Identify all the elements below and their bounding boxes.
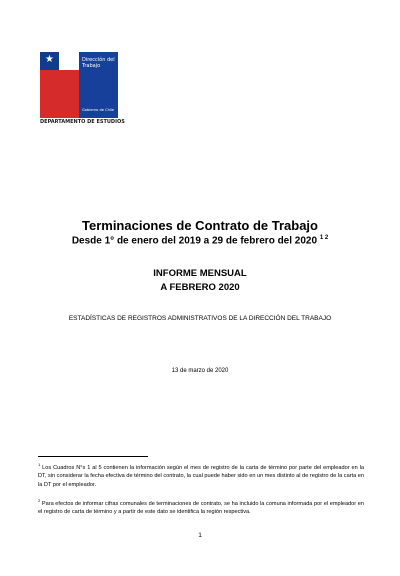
footnote-mark: 2 [38, 498, 41, 503]
footnote-mark: 1 [38, 462, 41, 467]
logo-government: Gobierno de Chile [82, 108, 115, 112]
report-heading: INFORME MENSUAL [153, 268, 247, 279]
report-period: A FEBRERO 2020 [160, 282, 240, 293]
document-date: 13 de marzo de 2020 [171, 368, 229, 374]
footnote-text: Para efectos de informar cifras comunales de terminaciones de contrato, se ha incluido la comuna informada por el empleador en el registro de carta de término y a partir de este dato se identifica la región respectiva. [38, 500, 364, 516]
logo-mark [40, 52, 118, 118]
department-label: DEPARTAMENTO DE ESTUDIOS [40, 119, 125, 125]
page-number: 1 [198, 532, 202, 539]
subtitle-footnote-marks: 1 2 [319, 235, 329, 241]
logo-title: Dirección del Trabajo [82, 57, 115, 69]
document-title: Terminaciones de Contrato de Trabajo [82, 218, 318, 233]
star-icon: ★ [45, 54, 54, 65]
footnote-text: Los Cuadros N°s 1 al 5 contienen la información según el mes de registro de la carta de término por parte del empleador en la DT, sin considerar la fecha efectiva de término del contrato, la cual puede haber sido en un mes distinto al de registro de la carta en la DT por el empleador. [38, 464, 364, 488]
footnote [38, 461, 364, 489]
footnote [38, 497, 364, 517]
subtitle-text: Desde 1° de enero del 2019 a 29 de febrero del 2020 [71, 235, 318, 247]
stats-heading: ESTADÍSTICAS DE REGISTROS ADMINISTRATIVOS DE LA DIRECCIÓN DEL TRABAJO [68, 315, 332, 322]
chile-flag-icon [40, 52, 79, 118]
footnote-divider [38, 456, 148, 457]
direccion-del-trabajo-logo [40, 52, 125, 125]
document-subtitle [0, 235, 400, 246]
